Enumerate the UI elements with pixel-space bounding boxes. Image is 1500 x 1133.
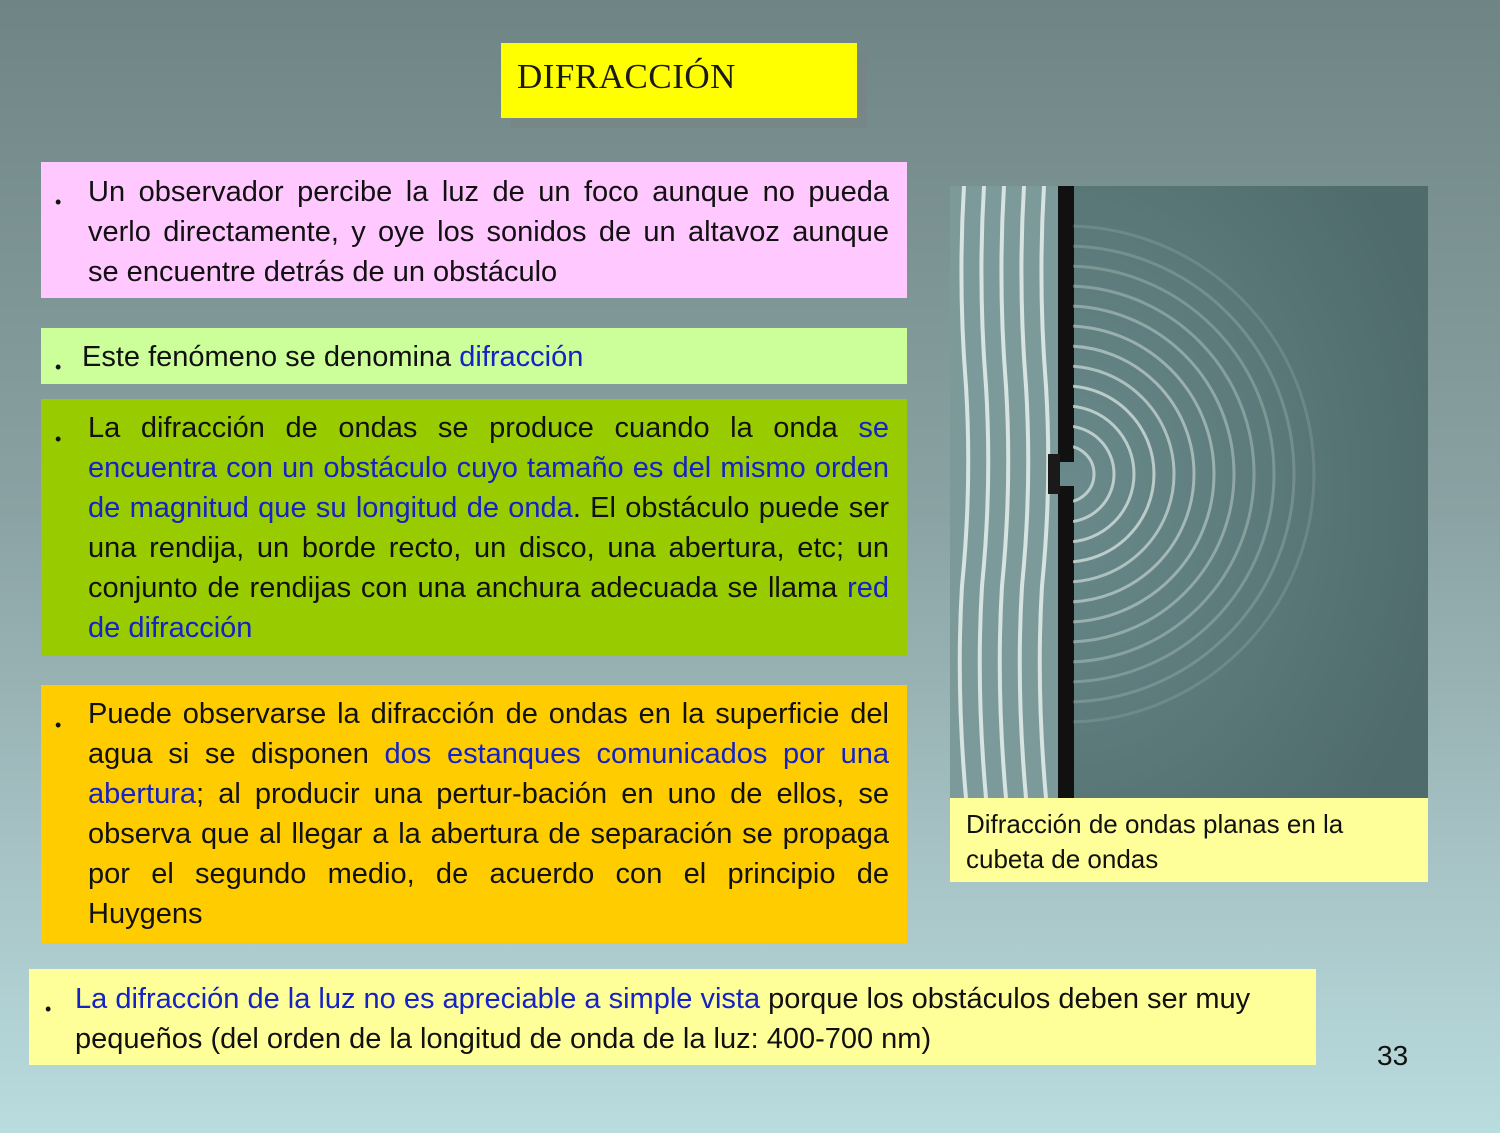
block2-highlight: difracción xyxy=(459,341,584,373)
bullet: • xyxy=(55,715,62,735)
block5-text: porque los obstáculos deben ser muy pequeños (del orden de la longitud de onda de la luz: 400-700 nm) xyxy=(75,983,1251,1055)
block3-text-b: . El obstáculo puede ser una rendija, un borde recto, un disco, una abertura, etc; un conjunto de rendijas con una anchura adecuada se llama xyxy=(88,492,889,604)
text-block-light-diffraction xyxy=(29,969,1316,1065)
block4-text-b: ; al producir una pertur-bación en uno de ellos, se observa que al llegar a la abertura de separación se propaga por el segundo medio, de acuerdo con el principio de Huygens xyxy=(88,778,889,930)
block1-text: Un observador percibe la luz de un foco aunque no pueda verlo directamente, y oye los sonidos de un altavoz aunque se encuentre detrás de un obstáculo xyxy=(88,176,889,288)
block4-text-a: Puede observarse la difracción de ondas en la superficie del agua si se disponen xyxy=(88,698,889,770)
block2-text: Este fenómeno se denomina xyxy=(82,341,460,373)
block5-highlight: La difracción de la luz no es apreciable a simple vista xyxy=(75,983,761,1015)
bullet: • xyxy=(55,357,62,377)
bullet: • xyxy=(55,192,62,212)
block4-highlight: dos estanques comunicados por una abertura xyxy=(88,738,890,810)
caption-text: Difracción de ondas planas en la cubeta de ondas xyxy=(966,809,1344,874)
slide-title: DIFRACCIÓN xyxy=(517,57,736,96)
text-block-diffraction-conditions xyxy=(41,399,907,656)
text-block-water-waves xyxy=(41,685,907,943)
text-block-observer xyxy=(41,162,907,298)
bullet: • xyxy=(55,429,62,449)
block3-text-a: La difracción de ondas se produce cuando la onda xyxy=(88,412,859,444)
figure-caption xyxy=(950,798,1428,882)
wave-diffraction-illustration xyxy=(950,186,1428,798)
text-block-phenomenon xyxy=(41,328,907,384)
title-box xyxy=(501,43,857,118)
block3-highlight-a: se encuentra con un obstáculo cuyo tamaño es del mismo orden de magnitud que su longitud de onda xyxy=(88,412,889,524)
block3-highlight-b: red de difracción xyxy=(88,572,889,644)
page-number: 33 xyxy=(1377,1040,1409,1071)
wave-tank-diffraction-photo xyxy=(950,186,1428,798)
bullet: • xyxy=(45,999,52,1019)
